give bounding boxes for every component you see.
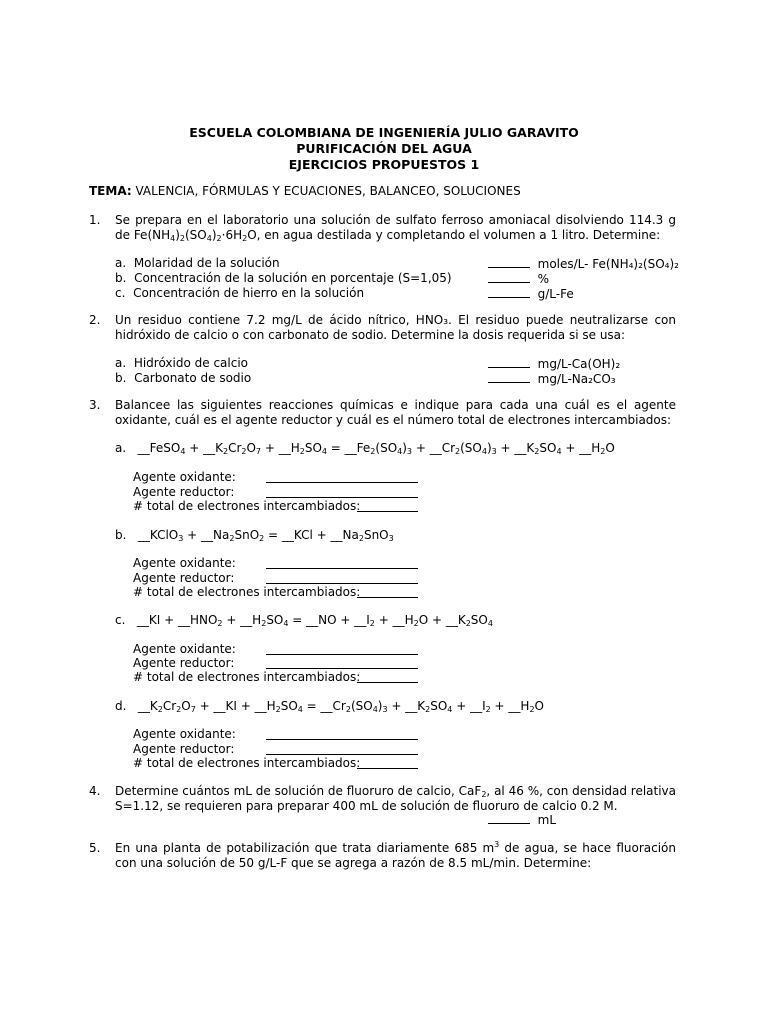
q2-item-a: a. Hidróxido de calcio [115,356,249,370]
oxidante-label: Agente oxidante: [133,556,236,570]
q1-item-c: c. Concentración de hierro en la solución [115,286,365,300]
q3-number: 3. [89,398,101,412]
electrones-label: # total de electrones intercambiados: [133,585,361,599]
reductor-label: Agente reductor: [133,571,235,585]
reductor-label: Agente reductor: [133,656,235,670]
reductor-blank[interactable] [266,668,418,669]
q2-number: 2. [89,313,101,327]
exercise-title: EJERCICIOS PROPUESTOS 1 [288,157,480,172]
answer-blank[interactable] [488,271,530,283]
electrones-blank[interactable] [357,768,418,769]
oxidante-blank[interactable] [266,568,418,569]
q3-text: Balancee las siguientes reacciones químicas e indique para cada una cuál es el agente oxidante, cuál es el agente reductor y cuál es el número total de electrones intercambiados: [115,398,676,427]
answer-blank[interactable] [488,371,530,383]
electrones-blank[interactable] [357,682,418,683]
oxidante-blank[interactable] [266,654,418,655]
q4-number: 4. [89,784,101,798]
answer-blank[interactable] [488,256,530,268]
q4-text: Determine cuántos mL de solución de fluoruro de calcio, CaF$_2$, al 46 %, con densidad relativa S=1.12, se requieren para preparar 400 mL de solución de fluoruro de calcio 0.2 M. [115,784,677,813]
reductor-blank[interactable] [266,754,418,755]
q1-answer-b: % [488,271,549,287]
q3-equation-c: c. __KI + $\_\_HNO_2$ + $\_\_H_2SO_4$ = __NO + $\_\_I_2$ + $\_\_H_2O$ + $\_\_K_2SO_4$ [115,613,493,628]
oxidante-label: Agente oxidante: [133,642,236,656]
q1-item-b: b. Concentración de la solución en porcentaje (S=1,05) [115,271,452,285]
q5-text: En una planta de potabilización que trata diariamente 685 $m^3$ de agua, se hace fluoración con una solución de 50 g/L-F que se agrega a razón de 8.5 mL/min. Determine: [115,840,676,870]
q1-number: 1. [89,213,101,227]
electrones-label: # total de electrones intercambiados: [133,499,361,513]
oxidante-blank[interactable] [266,482,418,483]
oxidante-label: Agente oxidante: [133,470,236,484]
q1-answer-a: moles/L- Fe(NH₄)₂(SO₄)₂ [488,256,679,272]
tema-text: VALENCIA, FÓRMULAS Y ECUACIONES, BALANCEO, SOLUCIONES [135,184,521,198]
answer-blank[interactable] [488,286,530,298]
electrones-label: # total de electrones intercambiados: [133,670,361,684]
oxidante-blank[interactable] [266,739,418,740]
oxidante-label: Agente oxidante: [133,727,236,741]
tema-label: TEMA: [89,184,132,198]
q2-answer-b: mg/L-Na₂CO₃ [488,371,616,387]
school-title: ESCUELA COLOMBIANA DE INGENIERÍA JULIO GARAVITO [189,125,579,140]
q4-answer: mL [488,812,556,828]
tema-line [89,184,521,199]
reductor-label: Agente reductor: [133,485,235,499]
q2-answer-a: mg/L-Ca(OH)₂ [488,356,620,372]
q2-item-b: b. Carbonato de sodio [115,371,252,385]
q3-equation-d: d. $\_\_K_2Cr_2O_7$ + __KI + $\_\_H_2SO_4$ = $\_\_Cr_2(SO_4)_3$ + $\_\_K_2SO_4$ + $\_\_I_2$ + $\_\_H_2O$ [115,699,544,714]
reductor-blank[interactable] [266,497,418,498]
electrones-label: # total de electrones intercambiados: [133,756,361,770]
reductor-blank[interactable] [266,583,418,584]
q2-text: Un residuo contiene 7.2 mg/L de ácido nítrico, HNO₃. El residuo puede neutralizarse con hidróxido de calcio o con carbonato de sodio. Determine la dosis requerida si se usa: [115,313,676,342]
q3-equation-a: a. __FeSO$_4$ + $\_\_K_2Cr_2O_7$ + $\_\_H_2SO_4$ = $\_\_Fe_2(SO_4)_3$ + $\_\_Cr_2(SO_4)_3$ + $\_\_K_2SO_4$ + $\_\_H_2O$ [115,441,615,456]
q1-item-a: a. Molaridad de la solución [115,256,280,270]
reductor-label: Agente reductor: [133,742,235,756]
course-title: PURIFICACIÓN DEL AGUA [296,141,472,156]
q5-number: 5. [89,841,101,855]
electrones-blank[interactable] [357,597,418,598]
answer-blank[interactable] [488,356,530,368]
q1-answer-c: g/L-Fe [488,286,574,302]
q1-text: Se prepara en el laboratorio una solución de sulfato ferroso amoniacal disolviendo 114.3 g de $Fe(NH_4)_2(SO_4)_2\cdot 6H_2O$, en agua destilada y completando el volumen a 1 litro. Determine: [115,213,676,243]
answer-blank[interactable] [488,812,530,824]
electrones-blank[interactable] [357,511,418,512]
q3-equation-b: b. __KClO$_3$ + $\_\_Na_2SnO_2$ = __KCl + $\_\_Na_2SnO_3$ [115,528,394,543]
